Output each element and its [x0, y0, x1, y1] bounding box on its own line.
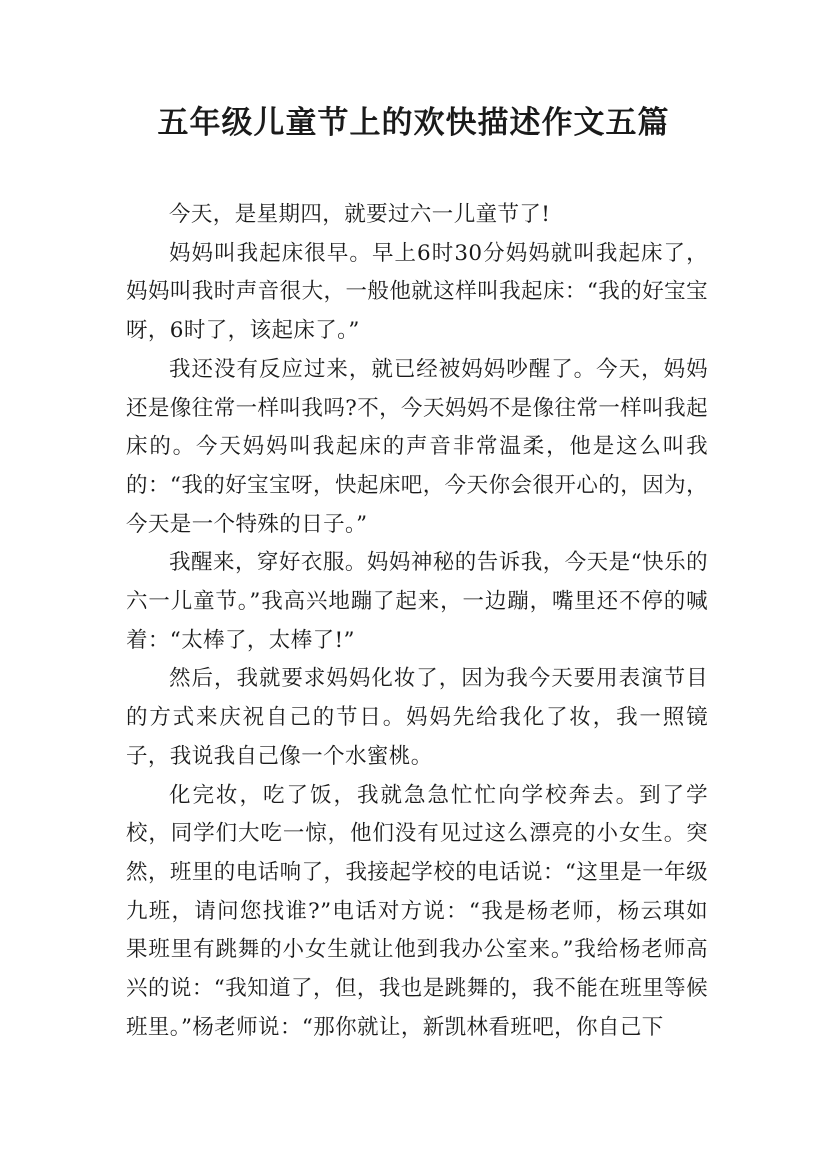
document-title: 五年级儿童节上的欢快描述作文五篇	[157, 105, 670, 141]
paragraph-1: 今天，是星期四，就要过六一儿童节了!	[169, 202, 551, 227]
document-body	[126, 196, 708, 1047]
paragraph-2: 妈妈叫我起床很早。早上6时30分妈妈就叫我起床了，妈妈叫我时声音很大，一般他就这样叫我起床：“我的好宝宝呀，6时了，该起床了。”	[126, 240, 708, 344]
paragraph-4: 我醒来，穿好衣服。妈妈神秘的告诉我，今天是“快乐的六一儿童节。”我高兴地蹦了起来，一边蹦，嘴里还不停的喊着：“太棒了，太棒了!”	[126, 550, 708, 653]
paragraph-3: 我还没有反应过来，就已经被妈妈吵醒了。今天，妈妈还是像往常一样叫我吗?不，今天妈妈不是像往常一样叫我起床的。今天妈妈叫我起床的声音非常温柔，他是这么叫我的：“我的好宝宝呀，快起床吧，今天你会很开心的，因为，今天是一个特殊的日子。”	[126, 356, 708, 537]
paragraph-5: 然后，我就要求妈妈化妆了，因为我今天要用表演节目的方式来庆祝自己的节日。妈妈先给我化了妆，我一照镜子，我说我自己像一个水蜜桃。	[126, 666, 708, 769]
paragraph-6: 化完妆，吃了饭，我就急急忙忙向学校奔去。到了学校，同学们大吃一惊，他们没有见过这么漂亮的小女生。突然，班里的电话响了，我接起学校的电话说：“这里是一年级九班，请问您找谁?”电话对方说：“我是杨老师，杨云琪如果班里有跳舞的小女生就让他到我办公室来。”我给杨老师高兴的说：“我知道了，但，我也是跳舞的，我不能在班里等候班里。”杨老师说：“那你就让，新凯林看班吧，你自己下	[126, 782, 708, 1040]
